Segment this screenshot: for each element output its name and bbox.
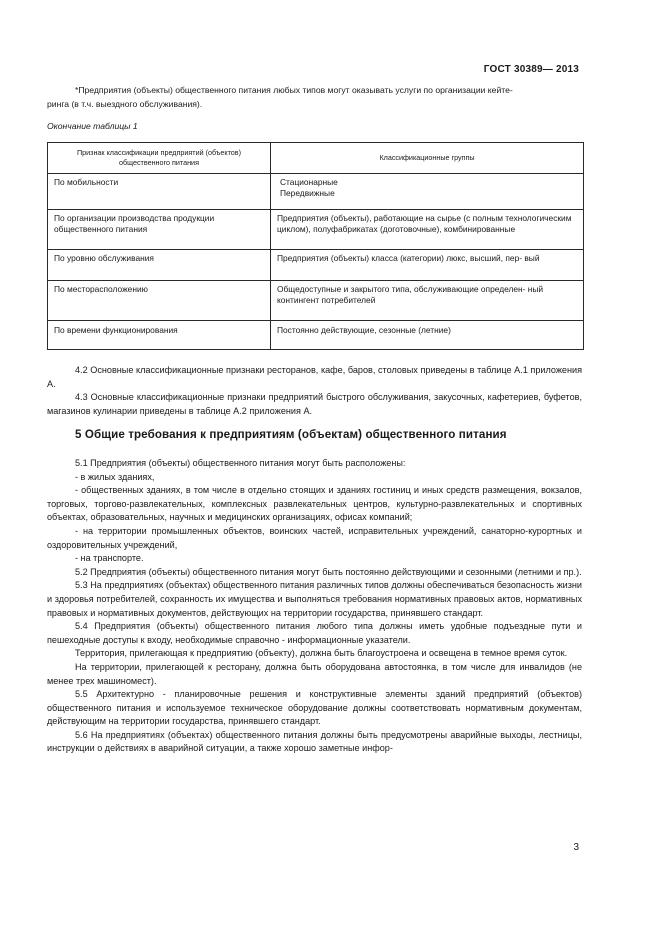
footnote-line: *Предприятия (объекты) общественного питания любых типов могут оказывать услуги по организации кейте- xyxy=(75,85,513,95)
clause-paragraph: - на транспорте. xyxy=(75,553,144,564)
table-row xyxy=(48,250,584,281)
table-cell-groups: Предприятия (объекты) класса (категории) люкс, высший, пер- вый xyxy=(271,250,584,281)
group-item: Передвижные xyxy=(280,187,335,198)
clause-paragraph: 5.1 Предприятия (объекты) общественного питания могут быть расположены: xyxy=(75,458,406,468)
clause-paragraph: 5.6 На предприятиях (объектах) общественного питания должны быть предусмотрены аварийные выходы, лестницы, инструкции о действиях в аварийной ситуации, а также хорошо заметные инфор- xyxy=(47,729,582,754)
table-header-feature: Признак классификации предприятий (объектов) общественного питания xyxy=(48,143,271,174)
table-row xyxy=(48,174,584,210)
clause-paragraph: - общественных зданиях, в том числе в отдельно стоящих и зданиях гостиниц и иных средств размещения, вокзалов, торговых, торгово-развлекательных, комплексных развлекательных центров, культурно-развлекательных и спортивных объектах, образовательных, научных и медицинских организациях, офисах компаний; xyxy=(47,485,582,523)
clause-paragraph: - в жилых зданиях, xyxy=(75,471,155,482)
section-title: 5 Общие требования к предприятиям (объектам) общественного питания xyxy=(75,428,507,441)
clause-paragraph: 5.3 На предприятиях (объектах) общественного питания различных типов должны обеспечиваться безопасность жизни и здоровья потребителей, сохранность их имущества и выполняться требования нормативных правовых актов, нормативных правовых и нормативных документов, действующих на территории государства, принявшего стандарт. xyxy=(47,580,582,618)
page-number: 3 xyxy=(573,842,579,853)
table-cell-feature: По организации производства продукции общественного питания xyxy=(48,210,271,250)
table-header-groups: Классификационные группы xyxy=(271,143,584,174)
table-header-row xyxy=(48,143,584,174)
table-caption: Окончание таблицы 1 xyxy=(47,121,138,131)
table-cell-groups: Постоянно действующие, сезонные (летние) xyxy=(271,321,584,350)
group-item: Стационарные xyxy=(280,177,338,187)
clause-paragraph: Территория, прилегающая к предприятию (объекту), должна быть благоустроена и освещена в темное время суток. xyxy=(75,648,568,659)
table-cell-feature: По месторасположению xyxy=(48,281,271,321)
clause-paragraph: 4.2 Основные классификационные признаки ресторанов, кафе, баров, столовых приведены в таблице А.1 приложения А. xyxy=(47,365,582,389)
classification-table xyxy=(47,142,584,350)
clause-paragraph: На территории, прилегающей к ресторану, должна быть оборудована автостоянка, в том числе для инвалидов (не менее трех машиномест). xyxy=(47,661,582,686)
clause-paragraph: - на территории промышленных объектов, воинских частей, исправительных учреждений, санаторно-курортных и оздоровительных учреждений, xyxy=(47,525,582,550)
clause-paragraph: 5.2 Предприятия (объекты) общественного питания могут быть постоянно действующими и сезонными (летними и пр.). xyxy=(75,566,582,577)
table-cell-groups: Предприятия (объекты), работающие на сырье (с полным технологическим циклом), полуфабрикатах (доготовочные), комбинированные xyxy=(271,210,584,250)
table-cell-groups: Общедоступные и закрытого типа, обслуживающие определен- ный контингент потребителей xyxy=(271,281,584,321)
section-5-body xyxy=(47,457,582,756)
table-cell-feature: По уровню обслуживания xyxy=(48,250,271,281)
table-cell-feature: По мобильности xyxy=(48,174,271,210)
table-row xyxy=(48,281,584,321)
table-cell-groups xyxy=(271,174,584,210)
clause-paragraph: 5.4 Предприятия (объекты) общественного питания любого типа должны иметь удобные подъездные пути и пешеходные доступы к входу, необходимые справочно - информационные указатели. xyxy=(47,621,582,645)
clause-paragraph: 5.5 Архитектурно - планировочные решения и конструктивные элементы зданий предприятий (объектов) общественного питания и используемое техническое оборудование должны соответствовать нормативным документам, действующим на территории государства, принявшего стандарт. xyxy=(47,689,582,727)
table-cell-feature: По времени функционирования xyxy=(48,321,271,350)
table-row xyxy=(48,210,584,250)
standard-code: ГОСТ 30389— 2013 xyxy=(483,64,579,75)
footnote-line: ринга (в т.ч. выездного обслуживания). xyxy=(47,98,203,109)
clauses-4 xyxy=(47,364,582,418)
footnote xyxy=(47,84,582,111)
clause-paragraph: 4.3 Основные классификационные признаки предприятий быстрого обслуживания, закусочных, кафетериев, буфетов, магазинов кулинарии приведены в таблице А.2 приложения А. xyxy=(47,392,582,416)
table-row xyxy=(48,321,584,350)
